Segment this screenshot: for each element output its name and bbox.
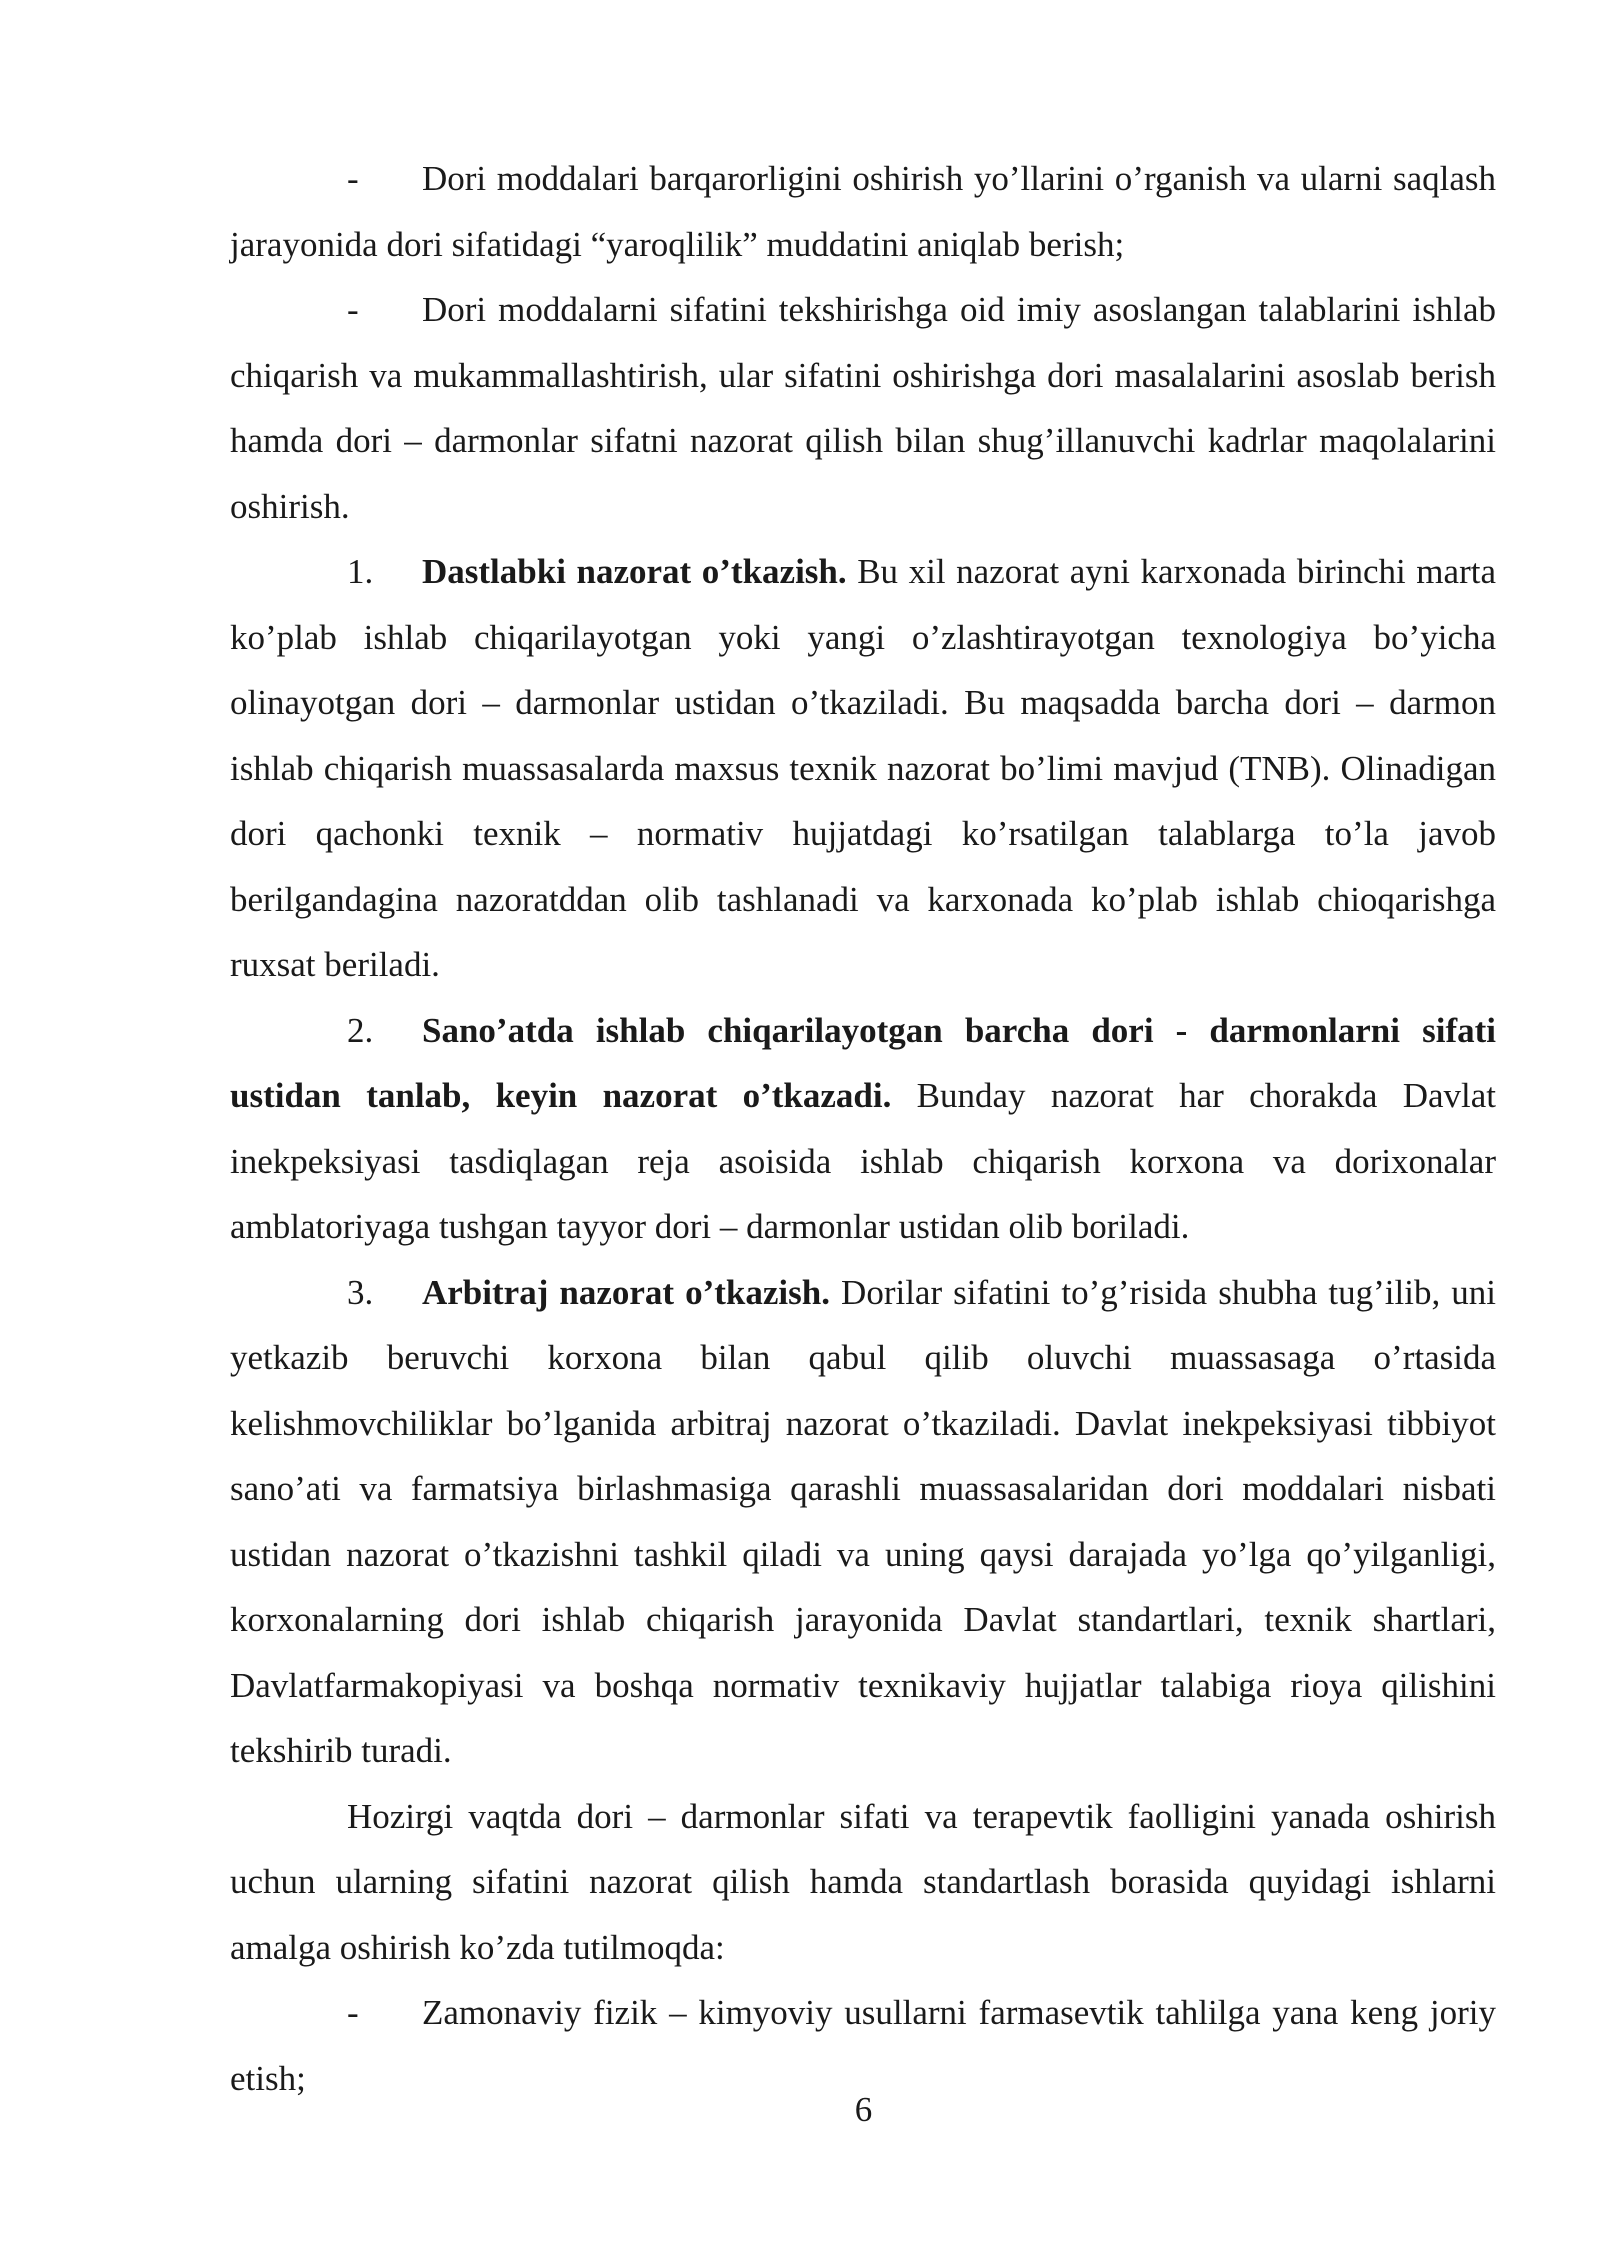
list-item-dash <box>230 146 1496 277</box>
item-heading: Dastlabki nazorat o’tkazish. <box>422 552 847 591</box>
item-heading: Sano’atda ishlab chiqarilayotgan barcha dori - darmonlarni sifati ustidan tanlab, keyin nazorat o’tkazadi. <box>230 1010 1496 1115</box>
document-page <box>230 146 1496 2111</box>
numbered-item-1 <box>230 539 1496 998</box>
numbered-item-3 <box>230 1260 1496 1784</box>
list-marker: 2. <box>347 1010 374 1050</box>
paragraph-text: Dori moddalarni sifatini tekshirishga oid imiy asoslangan talablarini ishlab chiqarish va mukammallashtirish, ular sifatini oshirishga dori masalalarini asoslab berish hamda dori – darmonlar sifatni nazorat qilish bilan shug’illanuvchi kadrlar maqolalarini oshirish. <box>230 290 1496 526</box>
paragraph-text: Bunday nazorat har chorakda Davlat inekpeksiyasi tasdiqlagan reja asoisida ishlab chiqarish korxona va dorixonalar amblatoriyaga tushgan tayyor dori – darmonlar ustidan olib boriladi. <box>230 1076 1497 1246</box>
list-marker: - <box>347 159 359 198</box>
list-marker: 1. <box>347 552 374 591</box>
list-marker: 3. <box>347 1272 374 1312</box>
page-number: 6 <box>854 2090 873 2129</box>
paragraph-text: Zamonaviy fizik – kimyoviy usullarni farmasevtik tahlilga yana keng joriy etish; <box>230 1993 1496 2098</box>
paragraph-text: Bu xil nazorat ayni karxonada birinchi marta ko’plab ishlab chiqarilayotgan yoki yangi o’zlashtirayotgan texnologiya bo’yicha olinayotgan dori – darmonlar ustidan o’tkaziladi. Bu maqsadda barcha dori – darmon ishlab chiqarish muassasalarda maxsus texnik nazorat bo’limi mavjud (TNB). Olinadigan dori qachonki texnik – normativ hujjatdagi ko’rsatilgan talablarga to’la javob berilgandagina nazoratddan olib tashlanadi va karxonada ko’plab ishlab chioqarishga ruxsat beriladi. <box>230 552 1496 984</box>
numbered-item-2 <box>230 998 1496 1260</box>
body-paragraph <box>230 1784 1496 1981</box>
item-heading: Arbitraj nazorat o’tkazish. <box>422 1272 830 1312</box>
list-marker: - <box>347 1993 359 2032</box>
paragraph-text: Dorilar sifatini to’g’risida shubha tug’ilib, uni yetkazib beruvchi korxona bilan qabul qilib oluvchi muassasaga o’rtasida kelishmovchiliklar bo’lganida arbitraj nazorat o’tkaziladi. Davlat inekpeksiyasi tibbiyot sano’ati va farmatsiya birlashmasiga qarashli muassasalaridan dori moddalari nisbati ustidan nazorat o’tkazishni tashkil qiladi va uning qaysi darajada yo’lga qo’yilganligi, korxonalarning dori ishlab chiqarish jarayonida Davlat standartlari, texnik shartlari, Davlatfarmakopiyasi va boshqa normativ texnikaviy hujjatlar talabiga rioya qilishini tekshirib turadi. <box>230 1272 1496 1770</box>
list-marker: - <box>347 290 359 329</box>
list-item-dash <box>230 277 1496 539</box>
paragraph-text: Dori moddalari barqarorligini oshirish yo’llarini o’rganish va ularni saqlash jarayonida dori sifatidagi “yaroqlilik” muddatini aniqlab berish; <box>230 159 1496 264</box>
paragraph-text: Hozirgi vaqtda dori – darmonlar sifati va terapevtik faolligini yanada oshirish uchun ularning sifatini nazorat qilish hamda standartlash borasida quyidagi ishlarni amalga oshirish ko’zda tutilmoqda: <box>230 1796 1496 1967</box>
